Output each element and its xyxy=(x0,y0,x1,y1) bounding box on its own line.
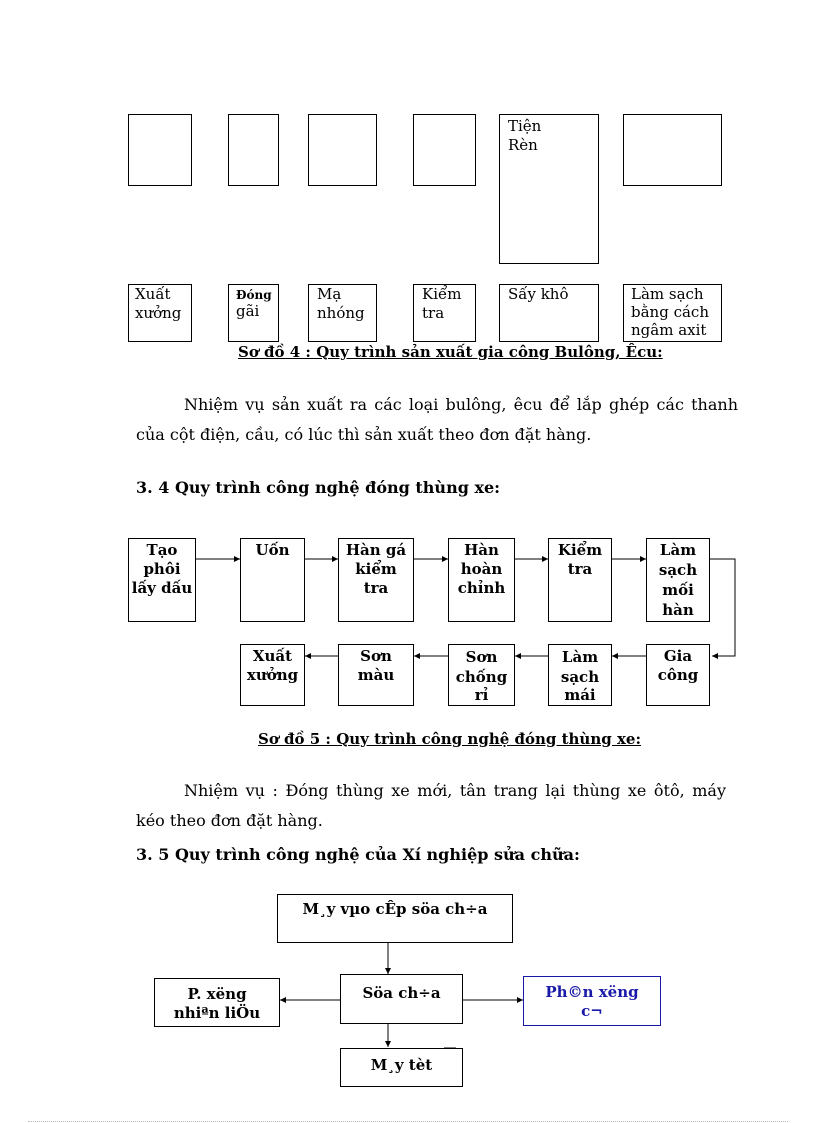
box-line: Sơn xyxy=(465,648,498,666)
box-line: Gia xyxy=(663,647,693,665)
arrow-lam-sach-to-gia-cong xyxy=(710,559,735,656)
box-line: Đóng xyxy=(236,288,272,302)
box-line: Uốn xyxy=(255,541,290,559)
box-line: Kiểm xyxy=(557,541,603,559)
d6-box-top xyxy=(277,894,513,943)
d5-box-tao-phoi xyxy=(128,538,196,622)
paragraph-1: Nhiệm vụ sản xuất ra các loại bulông, êcu để lắp ghép các thanh của cột điện, cầu, có lúc thì sản xuất theo đơn đặt hàng. xyxy=(136,395,738,444)
box-line: Làm sạch xyxy=(631,285,704,303)
section-3-4-heading: 3. 4 Quy trình công nghệ đóng thùng xe: xyxy=(136,478,501,497)
d5-box-son-chong-ri xyxy=(448,644,515,706)
box-line: Ph©n xëng xyxy=(545,983,639,1001)
diagram4-caption: Sơ đồ 4 : Quy trình sản xuất gia công Bulông, Êcu: xyxy=(238,343,663,361)
d5-box-son-mau xyxy=(338,644,414,706)
d5-box-uon xyxy=(240,538,305,622)
d5-box-lam-sach-mai xyxy=(548,644,612,706)
box-line: Kiểm xyxy=(422,285,462,303)
d5-box-han-ga xyxy=(338,538,414,622)
box-line: Xuất xyxy=(135,285,171,303)
box-line: tra xyxy=(363,579,389,597)
box-line: xưởng xyxy=(246,666,299,684)
box-line: lấy dấu xyxy=(131,579,193,597)
box-line: rỉ xyxy=(474,686,489,704)
box-line: mái xyxy=(564,686,596,704)
box-line: sạch xyxy=(560,668,600,686)
box-line: mối xyxy=(662,581,694,599)
d6-box-bottom xyxy=(340,1048,463,1087)
box-line: hàn xyxy=(662,601,694,619)
box-line: nhóng xyxy=(317,304,365,322)
d6-box-center xyxy=(340,974,463,1024)
d6-center-label: Söa ch÷a xyxy=(362,984,441,1002)
d6-top-label: M¸y vµo cÊp söa ch÷a xyxy=(302,900,488,918)
box-line: Hàn xyxy=(464,541,499,559)
d5-box-gia-cong xyxy=(646,644,710,706)
diagram5-caption: Sơ đồ 5 : Quy trình công nghệ đóng thùng xe: xyxy=(258,730,641,748)
box-line: bằng cách xyxy=(631,303,709,321)
page-bottom-divider xyxy=(28,1121,788,1122)
d5-box-lam-sach-moi-han xyxy=(646,538,710,622)
box-line: Sấy khô xyxy=(508,285,569,303)
box-line: gãi xyxy=(236,302,260,320)
box-line: tra xyxy=(422,304,445,322)
box-line: sạch xyxy=(658,561,698,579)
box-line: P. xëng xyxy=(187,985,247,1003)
box-line: chỉnh xyxy=(457,579,506,597)
box-line: hoàn xyxy=(460,560,503,578)
box-line: Mạ xyxy=(317,285,342,303)
d6-bottom-label: M¸y tèt xyxy=(370,1056,433,1074)
box-line: xưởng xyxy=(135,304,182,322)
section-3-5-heading: 3. 5 Quy trình công nghệ của Xí nghiệp sửa chữa: xyxy=(136,845,580,864)
box-line: chống xyxy=(455,668,508,686)
box-line: màu xyxy=(357,666,395,684)
d5-box-xuat-xuong xyxy=(240,644,305,706)
paragraph-2: Nhiệm vụ : Đóng thùng xe mới, tân trang lại thùng xe ôtô, máy kéo theo đơn đặt hàng. xyxy=(136,781,726,830)
box-line: công xyxy=(657,666,699,684)
d6-box-right xyxy=(523,976,661,1026)
box-line: Tạo xyxy=(146,541,178,559)
box-line: phôi xyxy=(143,560,181,578)
ren-label: Rèn xyxy=(508,136,538,154)
d5-box-han-hoan-chinh xyxy=(448,538,515,622)
box-line: Xuất xyxy=(252,647,293,665)
box-line: Làm xyxy=(561,648,599,666)
d5-box-kiem-tra xyxy=(548,538,612,622)
box-line: kiểm xyxy=(355,560,397,578)
tien-label: Tiện xyxy=(508,117,542,135)
box-line: Hàn gá xyxy=(345,541,407,559)
box-line: Làm xyxy=(659,541,697,559)
box-line: Sơn xyxy=(360,647,392,665)
box-line: c¬ xyxy=(581,1002,603,1020)
box-line: nhiªn liÖu xyxy=(173,1004,261,1022)
box-line: ngâm axit xyxy=(631,321,707,339)
d6-box-left xyxy=(154,978,280,1027)
box-line: tra xyxy=(567,560,593,578)
